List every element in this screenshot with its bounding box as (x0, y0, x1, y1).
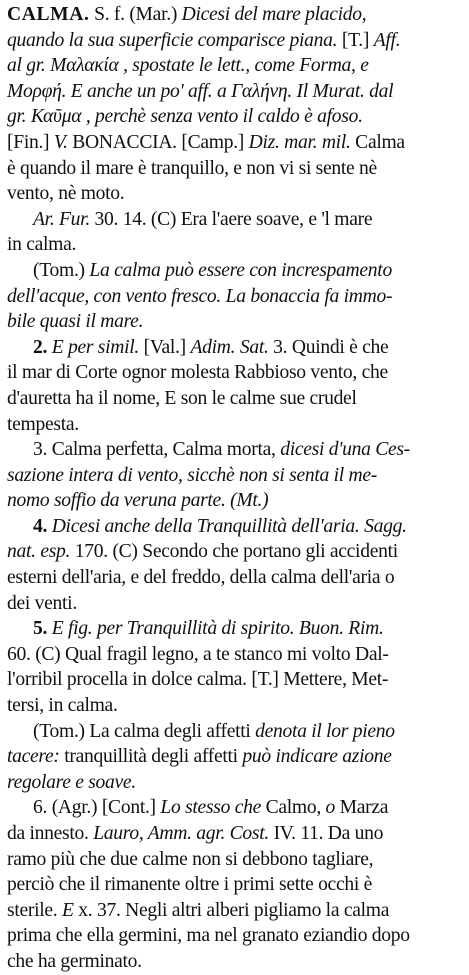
entry-text: al gr. Μαλακία , spostate le lett., come Forma, e (7, 55, 369, 77)
entry-line (7, 437, 462, 463)
entry-line (7, 642, 462, 668)
entry-line (7, 514, 462, 540)
entry-text: IV. 11. Da uno (268, 823, 384, 844)
entry-text: [Val.] (139, 336, 191, 358)
entry-line (7, 130, 462, 156)
entry-text: Lo stesso che (160, 797, 261, 819)
entry-line (7, 232, 462, 258)
entry-text: 6. (Agr.) [Cont.] (33, 797, 161, 819)
entry-text: può (165, 259, 194, 281)
entry-line (7, 284, 462, 310)
entry-text: Calma (350, 131, 405, 153)
entry-text: Ar. Fur. (33, 208, 90, 230)
entry-line (7, 309, 462, 335)
entry-text: 3. Calma perfetta, Calma morta, (33, 439, 281, 461)
entry-line (7, 667, 462, 693)
headword: CALMA. (7, 4, 90, 25)
entry-line (7, 949, 462, 975)
entry-text: esterni dell'aria, e del freddo, della calma dell'aria o (7, 567, 395, 589)
entry-text: quando la sua superficie comparisce piana. (7, 29, 338, 51)
entry-text: bile quasi il mare. (7, 311, 144, 333)
entry-text: nomo soffio da veruna parte. (Mt.) (7, 490, 269, 512)
entry-text: Aff. (373, 29, 401, 51)
entry-line (7, 207, 462, 233)
entry-text: V. (53, 131, 68, 153)
entry-text: che ha germinato. (7, 950, 142, 972)
entry-text: 60. (C) Qual fragil legno, a te stanco mi volto Dal- (7, 643, 389, 665)
entry-line (7, 258, 462, 284)
entry-text: da innesto. (7, 823, 94, 844)
entry-line (7, 2, 462, 28)
entry-text: tersi, in calma. (7, 695, 118, 717)
entry-text: Adim. Sat. (190, 336, 269, 358)
entry-text: regolare e soave. (7, 771, 136, 793)
entry-text: tacere: (7, 746, 60, 768)
entry-text: Diz. mar. mil. (248, 131, 351, 153)
entry-line (7, 104, 462, 130)
entry-text: [Fin.] (7, 131, 54, 153)
entry-line (7, 616, 462, 642)
entry-line (7, 412, 462, 438)
entry-line (7, 53, 462, 79)
entry-line (7, 872, 462, 898)
entry-text: La calma degli affetti (89, 720, 256, 742)
entry-text: 5. (33, 618, 52, 640)
entry-text: perciò che il rimanente oltre i primi sette occhi è (7, 874, 372, 896)
entry-text: Lauro, Amm. agr. Cost. (93, 823, 269, 844)
entry-text: essere con increspamento (193, 259, 392, 281)
entry-text: 30. 14. (C) Era l'aere soave, e 'l mare (89, 208, 373, 230)
entry-line (7, 744, 462, 770)
entry-text: il mar di Corte ognor molesta Rabbioso vento, che (7, 362, 388, 384)
entry-text: E (61, 899, 74, 921)
entry-line (7, 360, 462, 386)
entry-text: BONACCIA (67, 131, 173, 153)
entry-text: Μορφή. E anche un po' aff. a Γαλήνη. Il Murat. dal (7, 80, 394, 102)
entry-text: La calma (89, 259, 166, 281)
entry-text: in calma. (7, 234, 77, 256)
entry-line (7, 923, 462, 949)
entry-line (7, 28, 462, 54)
entry-line (7, 719, 462, 745)
entry-line (7, 770, 462, 796)
entry-line (7, 565, 462, 591)
entry-text: E per simil. (51, 336, 139, 358)
entry-text: dicesi d'una Ces- (280, 439, 410, 461)
entry-text: x. 37. Negli altri alberi pigliamo la calma (73, 899, 390, 921)
entry-text: denota il lor pieno (255, 720, 395, 742)
entry-text: 3. Quindi è che (268, 336, 389, 358)
entry-text: prima che ella germini, ma nel granato eziandio dopo (7, 925, 410, 947)
entry-text: 4. (33, 515, 52, 537)
entry-text: è quando il mare è tranquillo, e non vi si sente nè (7, 157, 377, 179)
entry-line (7, 795, 462, 821)
entry-text: dei venti. (7, 592, 77, 614)
entry-line (7, 898, 462, 924)
entry-text: Dicesi anche della Tranquillità dell'aria. Sagg. (51, 515, 407, 537)
entry-line (7, 847, 462, 873)
entry-line (7, 463, 462, 489)
entry-line (7, 591, 462, 617)
entry-text: d'auretta ha il nome, E son le calme sue crudel (7, 387, 357, 409)
entry-text: ramo più che due calme non si debbono tagliare, (7, 848, 374, 870)
entry-text: può indicare azione (242, 746, 392, 768)
entry-text: immo- (339, 285, 393, 307)
entry-text: 2. (33, 336, 52, 358)
entry-line (7, 488, 462, 514)
entry-text: dell'acque, con vento fresco. La bonaccia (7, 285, 325, 307)
entry-text: . [Camp.] (172, 131, 249, 153)
entry-line (7, 693, 462, 719)
entry-line (7, 539, 462, 565)
entry-text: Marza (335, 797, 389, 819)
entry-text: tranquillità degli affetti (59, 746, 243, 768)
entry-text: E fig. per Tranquillità di spirito. Buon. Rim. (51, 618, 384, 640)
entry-text: sazione intera di vento, sicchè non si senta il me- (7, 464, 377, 486)
entry-text: Calmo, (261, 797, 326, 819)
entry-text: l'orribil procella in dolce calma. [T.] Mettere, Met- (7, 669, 389, 691)
entry-text: nat. esp. (7, 541, 71, 563)
entry-line (7, 181, 462, 207)
entry-line (7, 386, 462, 412)
entry-line (7, 156, 462, 182)
entry-text: tempesta. (7, 413, 79, 435)
entry-line (7, 335, 462, 361)
entry-line (7, 821, 462, 847)
entry-text: S. f. (Mar.) (89, 4, 182, 25)
entry-text: o (325, 797, 336, 819)
entry-text: fa (324, 285, 339, 307)
entry-text: gr. Καῦμα , perchè senza vento il caldo è afoso. (7, 106, 363, 128)
entry-text: sterile. (7, 899, 62, 921)
entry-text: [T.] (337, 29, 374, 51)
entry-text: vento, nè moto. (7, 183, 125, 205)
entry-text: Dicesi del mare placido, (181, 4, 367, 25)
entry-line (7, 79, 462, 105)
entry-text: 170. (C) Secondo che portano gli accidenti (70, 541, 398, 563)
entry-text: (Tom.) (33, 259, 90, 281)
entry-text: (Tom.) (33, 720, 90, 742)
